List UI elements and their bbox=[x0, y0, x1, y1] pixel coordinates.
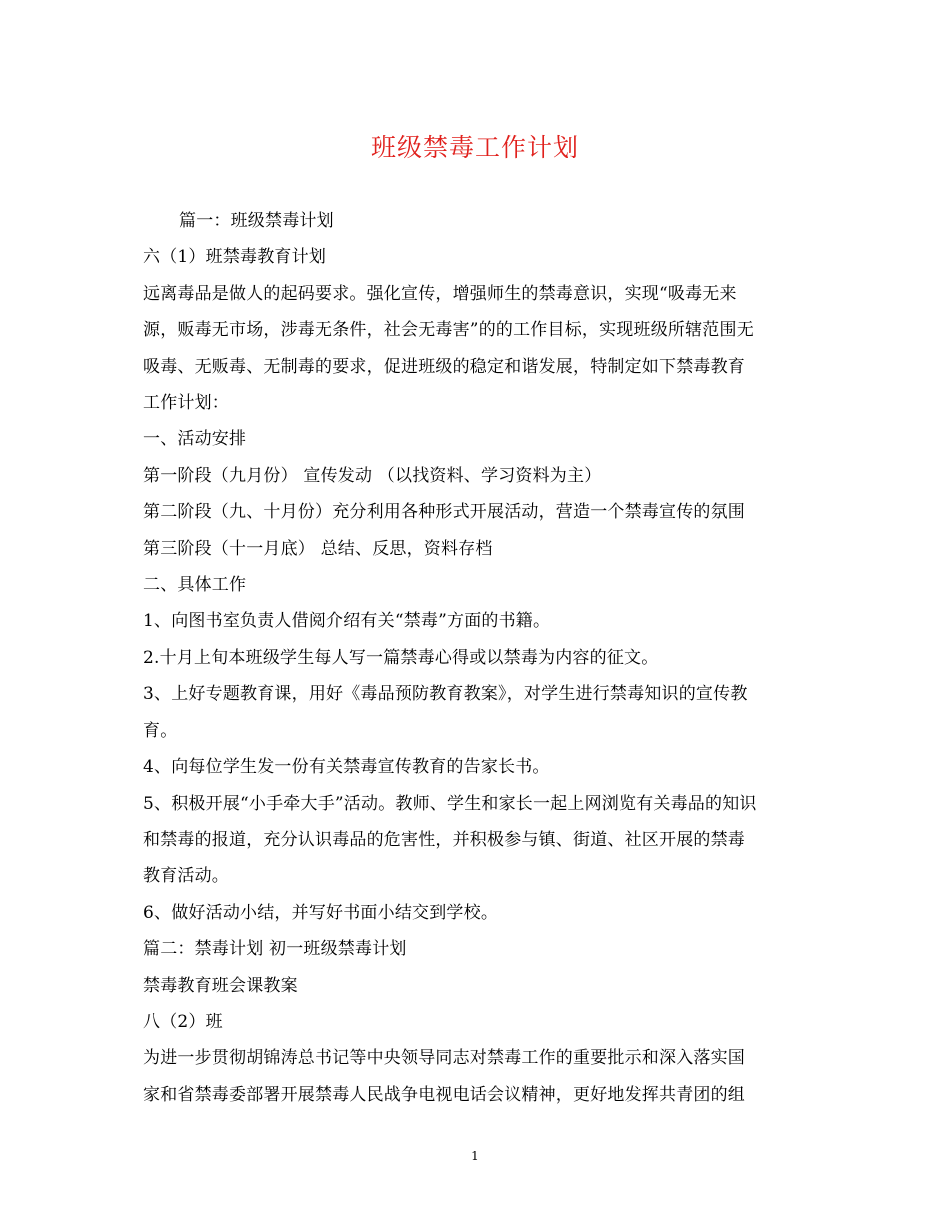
page-number: 1 bbox=[471, 1149, 479, 1163]
text-line: 育。 bbox=[143, 720, 178, 741]
text-line: 1、向图书室负责人借阅介绍有关“禁毒”方面的书籍。 bbox=[143, 611, 551, 632]
text-line: 工作计划： bbox=[143, 393, 229, 414]
text-line: 篇二：禁毒计划 初一班级禁毒计划 bbox=[143, 939, 407, 960]
text-line: 为进一步贯彻胡锦涛总书记等中央领导同志对禁毒工作的重要批示和深入落实国 bbox=[143, 1048, 745, 1069]
text-line: 禁毒教育班会课教案 bbox=[143, 975, 298, 996]
text-line: 3、上好专题教育课，用好《毒品预防教育教案》，对学生进行禁毒知识的宣传教 bbox=[143, 684, 748, 705]
text-line: 家和省禁毒委部署开展禁毒人民战争电视电话会议精神，更好地发挥共青团的组 bbox=[143, 1084, 745, 1105]
text-line: 4、向每位学生发一份有关禁毒宣传教育的告家长书。 bbox=[143, 757, 550, 778]
text-line: 八（2）班 bbox=[143, 1011, 223, 1032]
text-line: 一、活动安排 bbox=[143, 429, 247, 450]
text-line: 教育活动。 bbox=[143, 866, 229, 887]
text-line: 篇一：班级禁毒计划 bbox=[179, 211, 334, 231]
text-line: 六（1）班禁毒教育计划 bbox=[143, 247, 327, 268]
text-line: 6、做好活动小结，并写好书面小结交到学校。 bbox=[143, 902, 499, 923]
text-line: 第一阶段（九月份） 宣传发动 （以找资料、学习资料为主） bbox=[143, 465, 602, 486]
text-line: 2.十月上旬本班级学生每人写一篇禁毒心得或以禁毒为内容的征文。 bbox=[143, 647, 659, 668]
text-line: 和禁毒的报道，充分认识毒品的危害性，并积极参与镇、街道、社区开展的禁毒 bbox=[143, 829, 745, 850]
document-body bbox=[143, 203, 813, 1113]
text-line: 远离毒品是做人的起码要求。强化宣传，增强师生的禁毒意识，实现“吸毒无来 bbox=[143, 283, 737, 304]
text-line: 第三阶段（十一月底） 总结、反思，资料存档 bbox=[143, 538, 493, 559]
document-title: 班级禁毒工作计划 bbox=[370, 133, 579, 162]
text-line: 吸毒、无贩毒、无制毒的要求，促进班级的稳定和谐发展，特制定如下禁毒教育 bbox=[143, 356, 745, 377]
text-line: 二、具体工作 bbox=[143, 575, 247, 596]
text-line: 第二阶段（九、十月份）充分利用各种形式开展活动，营造一个禁毒宣传的氛围 bbox=[143, 502, 745, 523]
text-line: 5、积极开展“小手牵大手”活动。教师、学生和家长一起上网浏览有关毒品的知识 bbox=[143, 793, 757, 814]
text-line: 源，贩毒无市场，涉毒无条件，社会无毒害”的的工作目标，实现班级所辖范围无 bbox=[143, 320, 754, 341]
